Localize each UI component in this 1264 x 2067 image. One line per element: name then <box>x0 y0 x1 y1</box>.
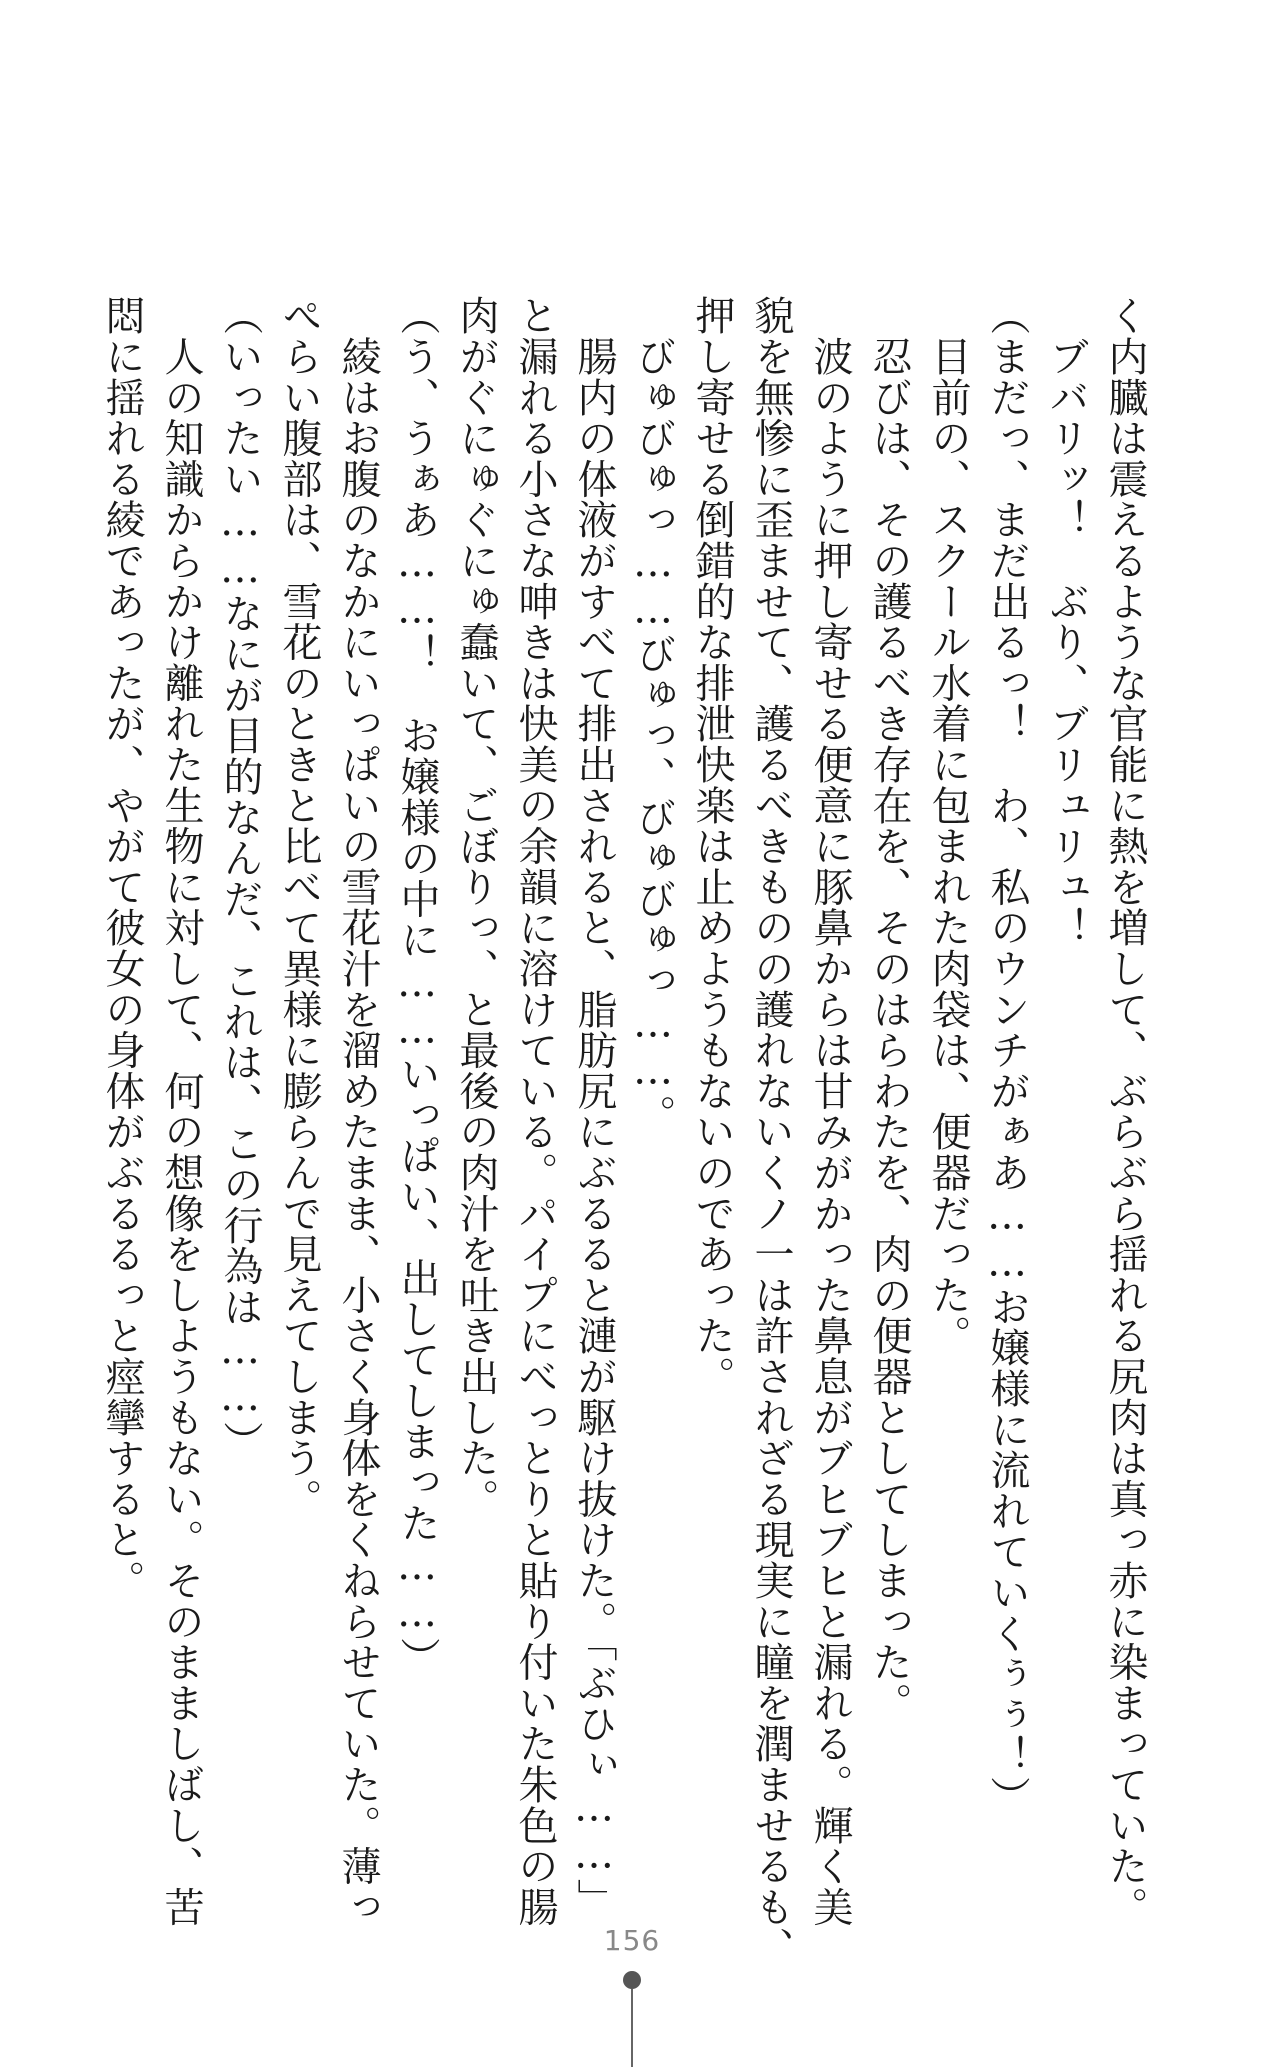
text-line: 貌を無惨に歪ませて、護るべきものの護れないくノ一は許されざる現実に瞳を潤ませるも、 <box>748 295 794 1968</box>
page-footer <box>0 1920 1264 2067</box>
text-line: びゅびゅっ……びゅっ、びゅびゅっ……。 <box>630 295 676 1135</box>
text-line: 腸内の体液がすべて排出されると、脂肪尻にぶるると漣が駆け抜けた。「ぶひぃ……」 <box>571 295 617 1919</box>
text-line: く内臓は震えるような官能に熱を増して、ぶらぶら揺れる尻肉は真っ赤に染まっていた。 <box>1102 295 1148 1927</box>
text-line: 綾はお腹のなかにいっぱいの雪花汁を溜めたまま、小さく身体をくねらせていた。薄っ <box>335 295 381 1927</box>
text-line: ブバリッ！ ぶり、ブリュリュ！ <box>1043 295 1089 948</box>
text-line: 悶に揺れる綾であったが、やがて彼女の身体がぶるるっと痙攣すると。 <box>99 295 145 1601</box>
text-line: 忍びは、その護るべき存在を、そのはらわたを、肉の便器としてしまった。 <box>866 295 912 1723</box>
page-number: 156 <box>603 1924 661 1957</box>
text-line: 目前の、スクール水着に包まれた肉袋は、便器だった。 <box>925 295 971 1356</box>
text-line: 押し寄せる倒錯的な排泄快楽は止めようもないのであった。 <box>689 295 735 1397</box>
text-line: 波のように押し寄せる便意に豚鼻からは甘みがかった鼻息がブヒブヒと漏れる。輝く美 <box>807 295 853 1927</box>
text-line: （う、うぁあ……！ お嬢様の中に……いっぱい、出してしまった……） <box>394 295 440 1678</box>
text-line: （いったい……なにが目的なんだ、これは、この行為は……） <box>217 295 263 1462</box>
text-line: と漏れる小さな呻きは快美の余韻に溶けている。パイプにべっとりと貼り付いた朱色の腸 <box>512 295 558 1927</box>
page-marker-line <box>631 1989 633 2067</box>
text-line: 肉がぐにゅぐにゅ蠢いて、ごぼりっ、と最後の肉汁を吐き出した。 <box>453 295 499 1519</box>
text-line: ぺらい腹部は、雪花のときと比べて異様に膨らんで見えてしまう。 <box>276 295 322 1519</box>
text-line: 人の知識からかけ離れた生物に対して、何の想像をしようもない。そのまましばし、苦 <box>158 295 204 1927</box>
page-marker-dot <box>623 1971 641 1989</box>
text-line: （まだっ、まだ出るっ！ わ、私のウンチがぁあ……お嬢様に流れていくぅぅ！） <box>984 295 1030 1817</box>
